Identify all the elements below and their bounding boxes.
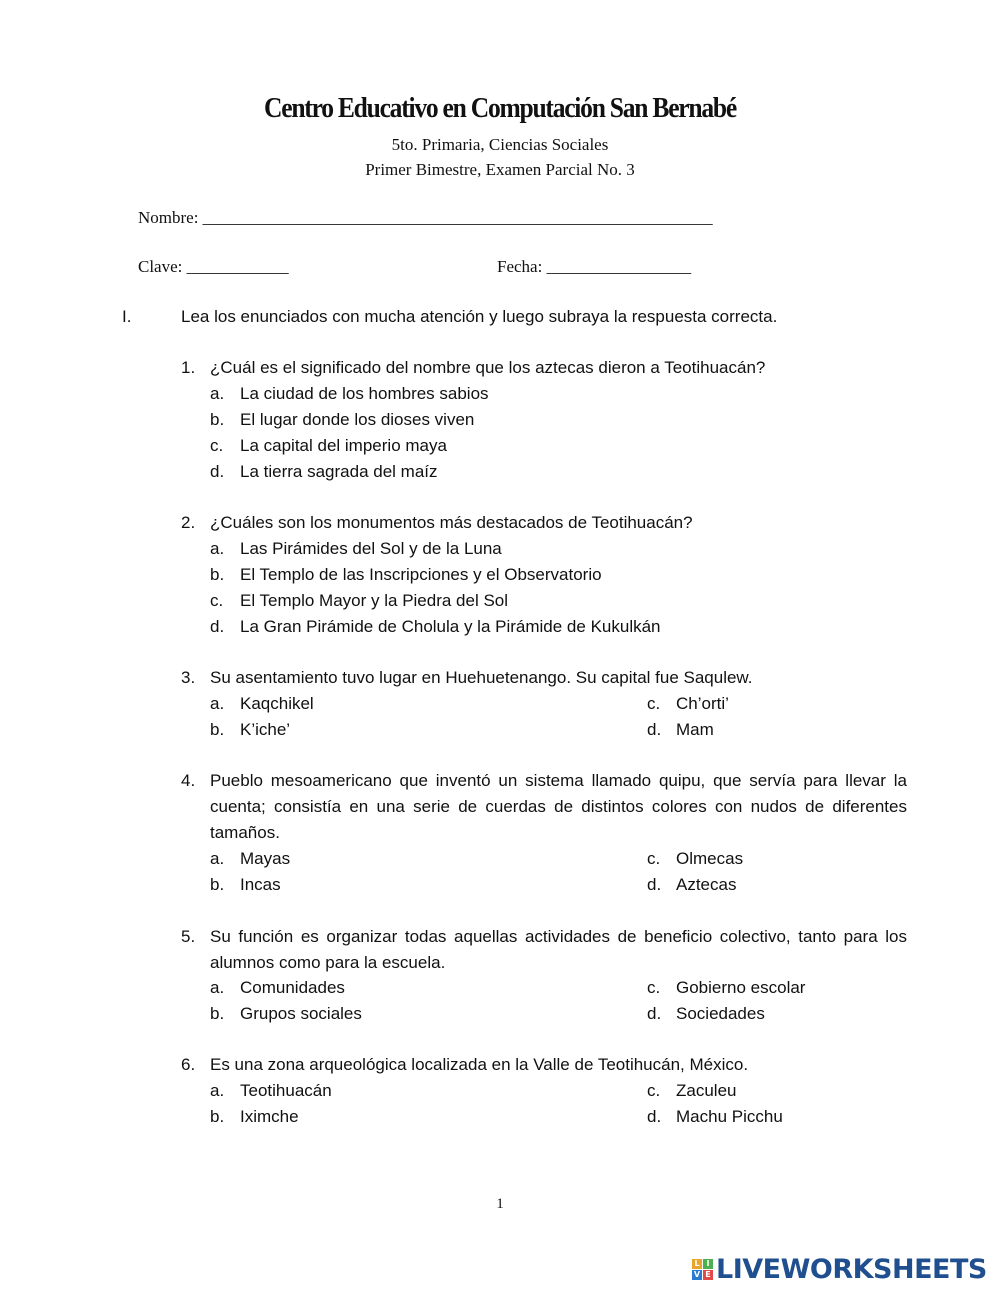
option-text[interactable]: Las Pirámides del Sol y de la Luna bbox=[240, 539, 502, 558]
option-letter: a. bbox=[210, 849, 225, 868]
question-text: Su función es organizar todas aquellas actividades de beneficio colectivo, tanto para los alumnos como para la escuela. bbox=[210, 927, 907, 972]
course-line: 5to. Primaria, Ciencias Sociales bbox=[391, 135, 609, 154]
option-text[interactable]: Comunidades bbox=[240, 978, 345, 997]
liveworksheets-logo bbox=[692, 1254, 987, 1285]
question-text: Su asentamiento tuvo lugar en Huehuetenango. Su capital fue Saqulew. bbox=[210, 668, 753, 687]
option-text[interactable]: La tierra sagrada del maíz bbox=[240, 462, 438, 481]
name-field[interactable]: Nombre: ____________________________________________________________ bbox=[138, 208, 713, 227]
option-text[interactable]: Kaqchikel bbox=[240, 694, 314, 713]
page-title: Centro Educativo en Computación San Bernabé bbox=[264, 92, 736, 124]
option-letter: b. bbox=[210, 410, 225, 429]
page-number: 1 bbox=[496, 1196, 504, 1212]
option-text[interactable]: El lugar donde los dioses viven bbox=[240, 410, 475, 429]
option-letter: a. bbox=[210, 1081, 225, 1100]
question-number: 2. bbox=[181, 513, 196, 532]
option-text[interactable]: Gobierno escolar bbox=[676, 978, 806, 997]
logo-text: LIVEWORKSHEETS bbox=[716, 1254, 987, 1285]
option-text[interactable]: Machu Picchu bbox=[676, 1107, 783, 1126]
option-text[interactable]: Ch’orti’ bbox=[676, 694, 729, 713]
option-text[interactable]: La Gran Pirámide de Cholula y la Pirámide de Kukulkán bbox=[240, 617, 661, 636]
question-number: 5. bbox=[181, 927, 196, 946]
question-text: ¿Cuáles son los monumentos más destacados de Teotihuacán? bbox=[210, 513, 693, 532]
option-letter: d. bbox=[647, 875, 662, 894]
option-letter: d. bbox=[210, 617, 225, 636]
question-number: 4. bbox=[181, 771, 196, 790]
section-instruction: Lea los enunciados con mucha atención y luego subraya la respuesta correcta. bbox=[181, 307, 778, 326]
question-number: 6. bbox=[181, 1055, 196, 1074]
option-letter: b. bbox=[210, 1004, 225, 1023]
option-letter: a. bbox=[210, 694, 225, 713]
option-letter: a. bbox=[210, 978, 225, 997]
option-letter: c. bbox=[647, 694, 661, 713]
question-number: 1. bbox=[181, 358, 196, 377]
option-text[interactable]: Mayas bbox=[240, 849, 291, 868]
logo-tile: E bbox=[703, 1270, 713, 1280]
option-text[interactable]: Aztecas bbox=[676, 875, 737, 894]
exam-line: Primer Bimestre, Examen Parcial No. 3 bbox=[365, 160, 635, 179]
option-letter: d. bbox=[210, 462, 225, 481]
option-text[interactable]: K’iche’ bbox=[240, 720, 291, 739]
option-text[interactable]: Sociedades bbox=[676, 1004, 765, 1023]
option-text[interactable]: La capital del imperio maya bbox=[240, 436, 447, 455]
option-letter: b. bbox=[210, 875, 225, 894]
option-text[interactable]: Grupos sociales bbox=[240, 1004, 362, 1023]
option-letter: d. bbox=[647, 1107, 662, 1126]
option-letter: c. bbox=[647, 1081, 661, 1100]
logo-tile: L bbox=[692, 1259, 702, 1269]
option-letter: c. bbox=[647, 849, 661, 868]
question-text: Pueblo mesoamericano que inventó un sistema llamado quipu, que servía para llevar la cuenta; consistía en una serie de cuerdas de distintos colores con nudos de diferentes tamaños. bbox=[210, 771, 907, 842]
option-letter: c. bbox=[210, 591, 224, 610]
option-letter: a. bbox=[210, 539, 225, 558]
question-text: Es una zona arqueológica localizada en la Valle de Teotihucán, México. bbox=[210, 1055, 749, 1074]
option-text[interactable]: El Templo Mayor y la Piedra del Sol bbox=[240, 591, 509, 610]
option-text[interactable]: Mam bbox=[676, 720, 714, 739]
option-letter: b. bbox=[210, 1107, 225, 1126]
option-text[interactable]: Zaculeu bbox=[676, 1081, 737, 1100]
option-text[interactable]: La ciudad de los hombres sabios bbox=[240, 384, 489, 403]
option-letter: a. bbox=[210, 384, 225, 403]
option-letter: b. bbox=[210, 720, 225, 739]
option-letter: b. bbox=[210, 565, 225, 584]
option-letter: c. bbox=[210, 436, 224, 455]
date-field[interactable]: Fecha: _________________ bbox=[497, 257, 692, 276]
question-number: 3. bbox=[181, 668, 196, 687]
logo-tile: I bbox=[703, 1259, 713, 1269]
option-letter: d. bbox=[647, 1004, 662, 1023]
option-text[interactable]: Iximche bbox=[240, 1107, 299, 1126]
logo-grid-icon bbox=[692, 1259, 713, 1280]
option-letter: d. bbox=[647, 720, 662, 739]
section-numeral: I. bbox=[122, 307, 132, 326]
option-text[interactable]: Incas bbox=[240, 875, 281, 894]
option-text[interactable]: Olmecas bbox=[676, 849, 744, 868]
option-letter: c. bbox=[647, 978, 661, 997]
code-field[interactable]: Clave: ____________ bbox=[138, 257, 289, 276]
option-text[interactable]: El Templo de las Inscripciones y el Observatorio bbox=[240, 565, 602, 584]
option-text[interactable]: Teotihuacán bbox=[240, 1081, 332, 1100]
question-text: ¿Cuál es el significado del nombre que los aztecas dieron a Teotihuacán? bbox=[210, 358, 766, 377]
logo-tile: V bbox=[693, 1270, 701, 1279]
